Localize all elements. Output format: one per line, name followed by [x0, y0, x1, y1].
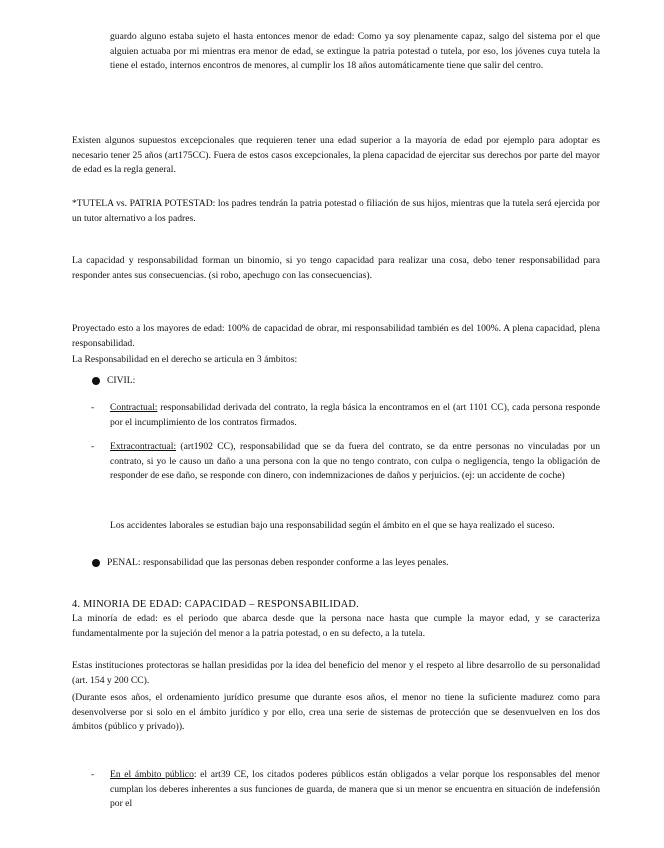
- extracontractual-text: (art1902 CC), responsabilidad que se da fuera del contrato, se da entre personas no vinculadas por un contrato, si yo le causo un daño a una persona con la que no tengo contrato, con culpa o negligencia, tengo la obligación de responder de ese daño, se responde con dinero, con indemnizaciones de daños y perjuicios. (ej: un accidente de coche): [110, 441, 600, 482]
- paragraph-proyectado: Proyectado esto a los mayores de edad: 100% de capacidad de obrar, mi responsabilidad también es del 100%. A plena capacidad, plena responsabilidad.: [72, 323, 600, 349]
- paragraph-ambitos: La Responsabilidad en el derecho se articula en 3 ámbitos:: [72, 354, 298, 365]
- section-heading: 4. MINORIA DE EDAD: CAPACIDAD – RESPONSABILIDAD.: [72, 599, 359, 610]
- paragraph-minoria: La minoría de edad: es el periodo que abarca desde que la persona nace hasta que cumple la mayor edad, y se caracteriza fundamentalmente por la sujeción del menor a la patria potestad, o en su defecto, a la tutela.: [72, 613, 600, 639]
- list-item-publico: - En el ámbito público: el art39 CE, los citados poderes públicos están obligados a velar porque los responsables del menor cumplan los deberes inherentes a sus funciones de guarda, de manera que si un menor se encuentra en situación de indefensión por el: [91, 769, 601, 810]
- extracontractual-term: Extracontractual:: [110, 441, 177, 452]
- paragraph-durante: (Durante esos años, el ordenamiento jurídico presume que durante esos años, el menor no tiene la suficiente madurez como para desenvolverse por si solo en el ámbito jurídico y por ello, crea una serie de sistemas de protección que se desenvuelven en los dos ámbitos (público y privado)).: [72, 692, 600, 733]
- bullet-penal: PENAL: responsabilidad que las personas deben responder conforme a las leyes penales.: [107, 557, 449, 568]
- paragraph-top: guardo alguno estaba sujeto el hasta entonces menor de edad: Como ya soy plenamente capaz, salgo del sistema por el que alguien actuaba por mi mientras era menor de edad, se extingue la patria potestad o tutela, por eso, los jóvenes cuya tutela la tiene el estado, internos encontros de menores, al cumplir los 18 años automáticamente tiene que salir del centro.: [110, 31, 600, 72]
- contractual-text: responsabilidad derivada del contrato, la regla básica la encontramos en el (art 1101 CC), cada persona responde por el incumplimiento de los contratos firmados.: [110, 402, 600, 428]
- bullet-dot: [92, 377, 100, 385]
- bullet-civil: CIVIL:: [107, 375, 136, 386]
- paragraph-accidentes: Los accidentes laborales se estudian bajo una responsabilidad según el ámbito en el que se haya realizado el suceso.: [110, 520, 555, 531]
- list-item-extracontractual: - Extracontractual: (art1902 CC), responsabilidad que se da fuera del contrato, se da entre personas no vinculadas por un contrato, si yo le causo un daño a una persona con la que no tengo contrato, con culpa o negligencia, tengo la obligación de responder de ese daño, se responde con dinero, con indemnizaciones de daños y perjuicios. (ej: un accidente de coche): [91, 441, 600, 482]
- paragraph-tutela: *TUTELA vs. PATRIA POTESTAD: los padres tendrán la patria potestad o filiación de sus hijos, mientras que la tutela será ejercida por un tutor alternativo a los padres.: [72, 198, 600, 224]
- contractual-term: Contractual:: [110, 402, 158, 413]
- paragraph-instituciones: Estas instituciones protectoras se hallan presididas por la idea del beneficio del menor y el respeto al libre desarrollo de su personalidad (art. 154 y 200 CC).: [72, 660, 600, 686]
- bullet-dot: [92, 559, 100, 567]
- list-item-contractual: - Contractual: responsabilidad derivada del contrato, la regla básica la encontramos en el (art 1101 CC), cada persona responde por el incumplimiento de los contratos firmados.: [91, 402, 600, 428]
- paragraph-excepcionales: Existen algunos supuestos excepcionales que requieren tener una edad superior a la mayoría de edad por ejemplo para adoptar es necesario tener 25 años (art175CC). Fuera de estos casos excepcionales, la plena capacidad de ejercitar sus derechos por parte del mayor de edad es la regla general.: [72, 135, 600, 176]
- paragraph-capacidad: La capacidad y responsabilidad forman un binomio, si yo tengo capacidad para realizar una cosa, debo tener responsabilidad para responder antes sus consecuencias. (si robo, apechugo con las consecuencias).: [72, 255, 600, 281]
- publico-term: En el ámbito público: [110, 769, 194, 780]
- publico-text: : el art39 CE, los citados poderes públicos están obligados a velar porque los responsables del menor cumplan los deberes inherentes a sus funciones de guarda, de manera que si un menor se encuentra en situación de indefensión por el: [110, 769, 601, 810]
